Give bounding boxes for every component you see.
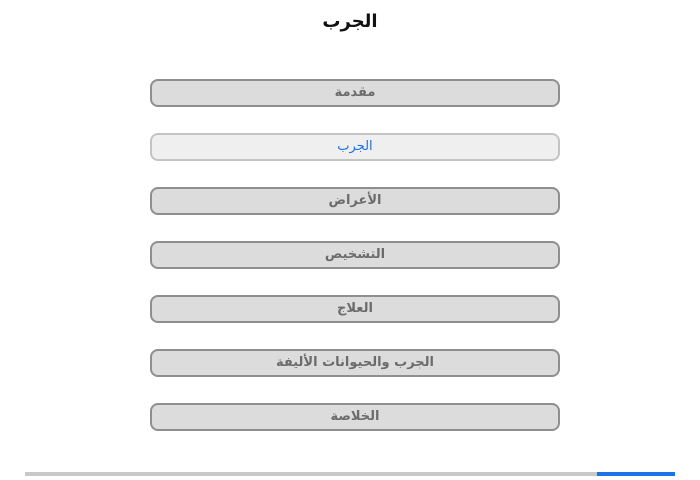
menu-item-diagnosis[interactable]: التشخيص (150, 241, 560, 269)
menu-item-treatment[interactable]: العلاج (150, 295, 560, 323)
menu-item-symptoms[interactable]: الأعراض (150, 187, 560, 215)
menu-item-scabies-and-pets[interactable]: الجرب والحيوانات الأليفة (150, 349, 560, 377)
progress-bar-fill (597, 472, 675, 476)
menu-item-scabies[interactable]: الجرب (150, 133, 560, 161)
progress-bar (25, 472, 675, 476)
chapter-menu (150, 79, 560, 457)
page-title: الجرب (322, 11, 378, 32)
menu-item-introduction[interactable]: مقدمة (150, 79, 560, 107)
menu-item-summary[interactable]: الخلاصة (150, 403, 560, 431)
